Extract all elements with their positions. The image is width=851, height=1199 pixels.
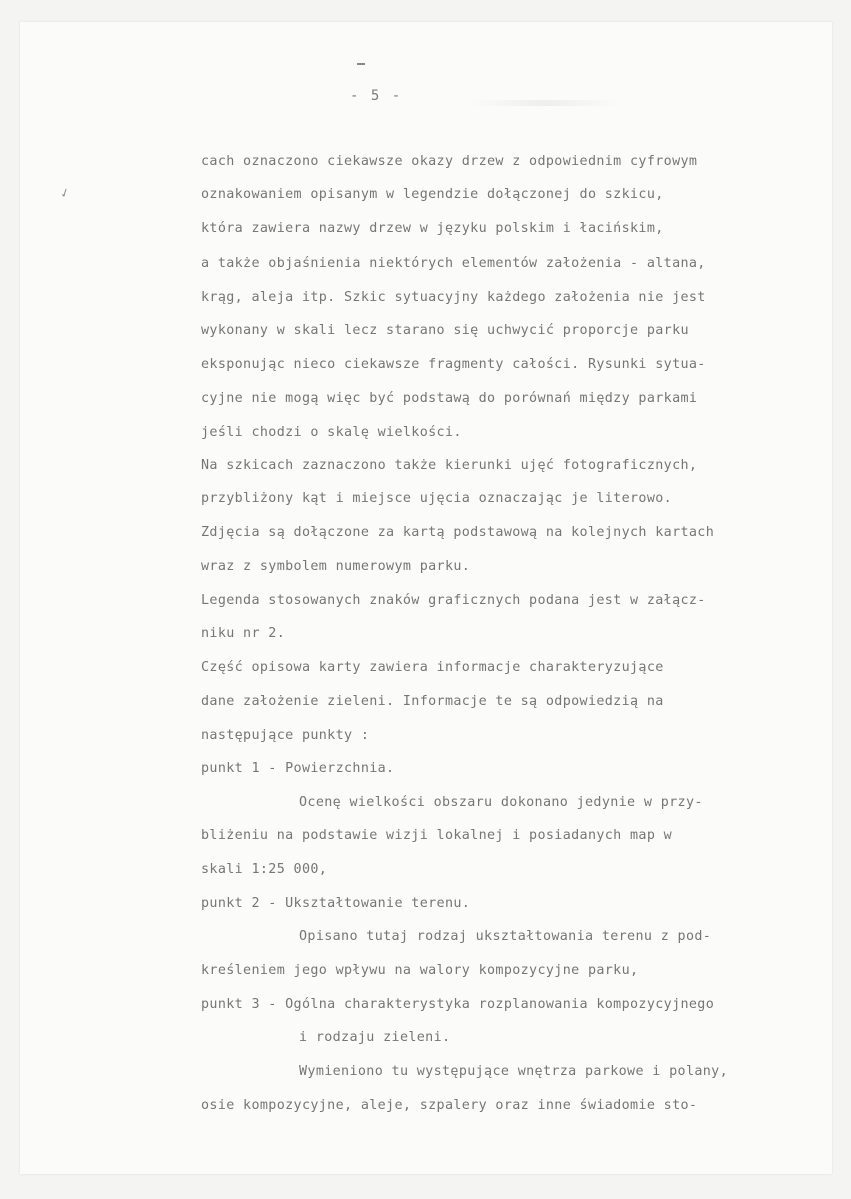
text-line: która zawiera nazwy drzew w języku polskim i łacińskim, xyxy=(201,221,664,236)
text-line: bliżeniu na podstawie wizji lokalnej i posiadanych map w xyxy=(201,828,673,843)
text-line: cyjne nie mogą więc być podstawą do porównań między parkami xyxy=(201,391,698,406)
text-line: Wymieniono tu występujące wnętrza parkowe i polany, xyxy=(299,1064,729,1079)
text-line: punkt 3 - Ogólna charakterystyka rozplanowania kompozycyjnego xyxy=(201,997,715,1012)
text-line: następujące punkty : xyxy=(201,728,370,743)
text-line: jeśli chodzi o skalę wielkości. xyxy=(201,425,462,440)
text-line: oznakowaniem opisanym w legendzie dołączonej do szkicu, xyxy=(201,187,664,202)
text-line: niku nr 2. xyxy=(201,626,286,641)
text-line: i rodzaju zieleni. xyxy=(299,1030,451,1045)
text-line: skali 1:25 000, xyxy=(201,862,328,877)
page-number: - 5 - xyxy=(350,88,403,104)
text-line: Część opisowa karty zawiera informacje charakteryzujące xyxy=(201,660,664,675)
scan-smudge xyxy=(470,100,620,106)
text-line: Zdjęcia są dołączone za kartą podstawową na kolejnych kartach xyxy=(201,525,715,540)
text-line: kreśleniem jego wpływu na walory kompozycyjne parku, xyxy=(201,963,639,978)
text-line: punkt 2 - Ukształtowanie terenu. xyxy=(201,896,471,911)
text-line: Opisano tutaj rodzaj ukształtowania terenu z pod- xyxy=(299,929,712,944)
text-line: eksponując nieco ciekawsze fragmenty całości. Rysunki sytua- xyxy=(201,357,706,372)
text-line: a także objaśnienia niektórych elementów założenia - altana, xyxy=(201,256,706,271)
text-line: cach oznaczono ciekawsze okazy drzew z odpowiednim cyfrowym xyxy=(201,154,698,169)
text-line: przybliżony kąt i miejsce ujęcia oznaczając je literowo. xyxy=(201,491,673,506)
margin-check-mark: ✓ xyxy=(57,184,73,202)
text-line: dane założenie zieleni. Informacje te są odpowiedzią na xyxy=(201,694,664,709)
text-line: Legenda stosowanych znaków graficznych podana jest w załącz- xyxy=(201,593,706,608)
text-line: wraz z symbolem numerowym parku. xyxy=(201,559,471,574)
text-line: krąg, aleja itp. Szkic sytuacyjny każdego założenia nie jest xyxy=(201,290,706,305)
text-line: wykonany w skali lecz starano się uchwycić proporcje parku xyxy=(201,323,689,338)
top-dash-mark xyxy=(357,63,365,65)
text-line: punkt 1 - Powierzchnia. xyxy=(201,761,395,776)
text-line: Ocenę wielkości obszaru dokonano jedynie w przy- xyxy=(299,795,703,810)
text-line: osie kompozycyjne, aleje, szpalery oraz inne świadomie sto- xyxy=(201,1098,698,1113)
text-line: Na szkicach zaznaczono także kierunki ujęć fotograficznych, xyxy=(201,458,698,473)
